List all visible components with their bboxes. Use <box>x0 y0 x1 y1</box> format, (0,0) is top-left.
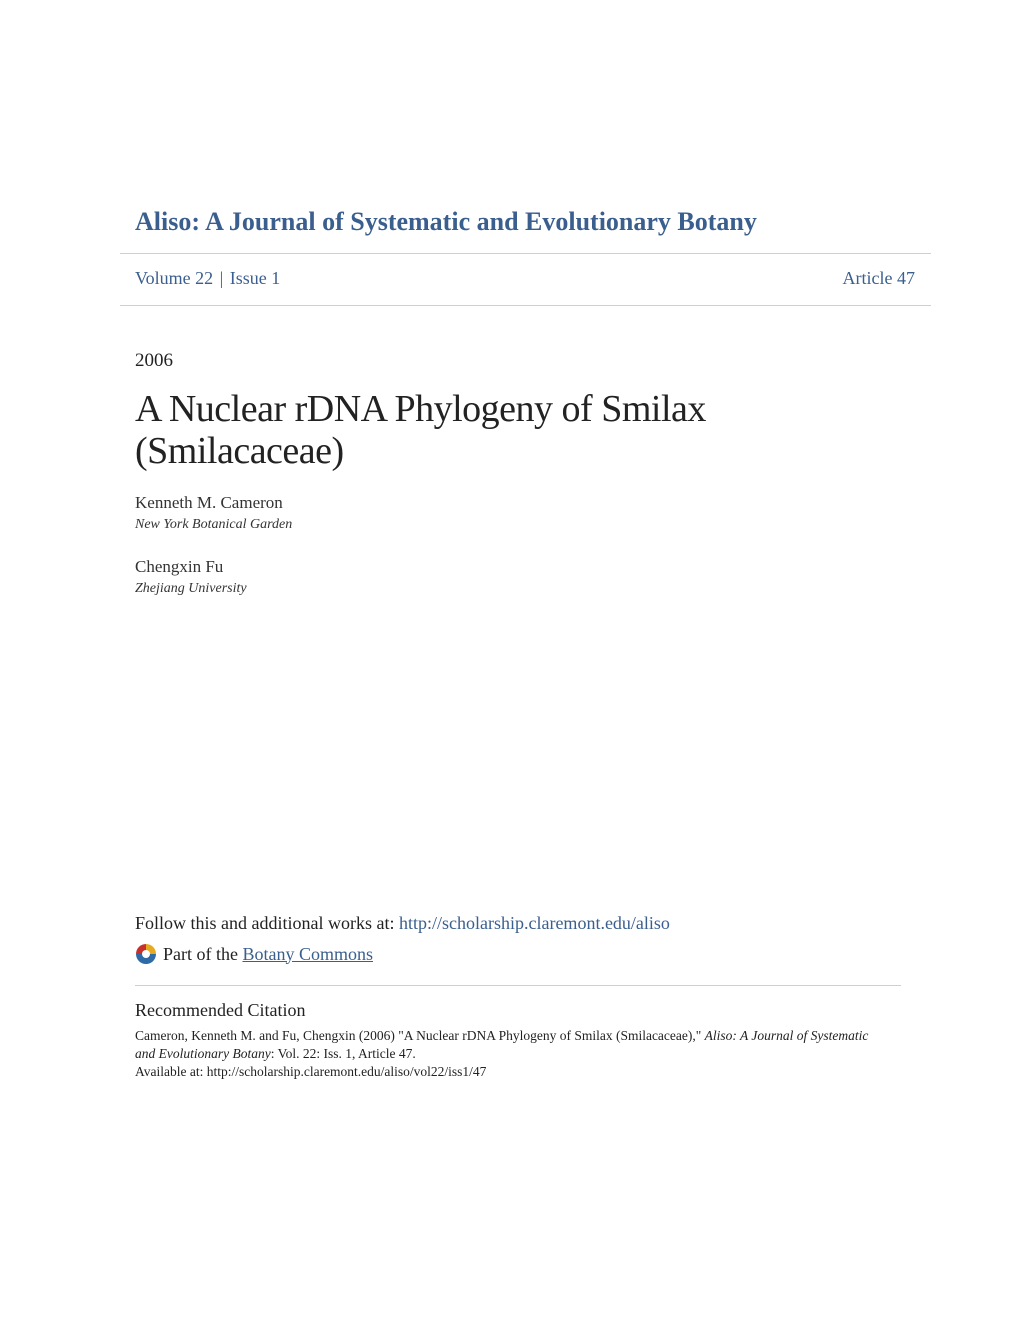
author-affiliation: Zhejiang University <box>135 581 247 596</box>
follow-prefix: Follow this and additional works at: <box>135 913 399 933</box>
citation-journal: Aliso: A Journal of Systematic and Evolutionary Botany <box>135 1028 869 1061</box>
breadcrumb-separator: | <box>219 268 224 288</box>
bottom-divider <box>135 985 901 986</box>
journal-title[interactable]: Aliso: A Journal of Systematic and Evolutionary Botany <box>135 207 757 236</box>
publication-year: 2006 <box>135 350 173 371</box>
author-affiliation: New York Botanical Garden <box>135 517 293 532</box>
issue-breadcrumb <box>135 268 280 289</box>
article-number-link[interactable]: Article 47 <box>842 268 915 288</box>
follow-works-line <box>135 913 670 934</box>
volume-link[interactable]: Volume 22 <box>135 268 214 288</box>
citation-available-prefix: Available at: <box>135 1064 207 1079</box>
repository-link[interactable]: http://scholarship.claremont.edu/aliso <box>398 913 670 933</box>
citation-authors-title: Cameron, Kenneth M. and Fu, Chengxin (2006) "A Nuclear rDNA Phylogeny of Smilax (Smilacaceae)," <box>135 1028 705 1043</box>
author-name: Chengxin Fu <box>135 557 224 576</box>
part-of-prefix: Part of the <box>163 943 238 964</box>
article-title: A Nuclear rDNA Phylogeny of Smilax (Smilacaceae) <box>135 388 706 472</box>
author-name: Kenneth M. Cameron <box>135 493 283 512</box>
citation-heading: Recommended Citation <box>135 1000 306 1020</box>
citation-text <box>135 1027 885 1081</box>
citation-url[interactable]: http://scholarship.claremont.edu/aliso/vol22/iss1/47 <box>206 1064 487 1079</box>
part-of-line <box>135 943 373 965</box>
botany-commons-link[interactable]: Botany Commons <box>242 943 373 964</box>
middle-divider <box>120 305 931 306</box>
bepress-commons-icon <box>135 943 157 965</box>
top-divider <box>120 253 931 254</box>
issue-link[interactable]: Issue 1 <box>229 268 281 288</box>
citation-details: : Vol. 22: Iss. 1, Article 47. <box>270 1046 416 1061</box>
